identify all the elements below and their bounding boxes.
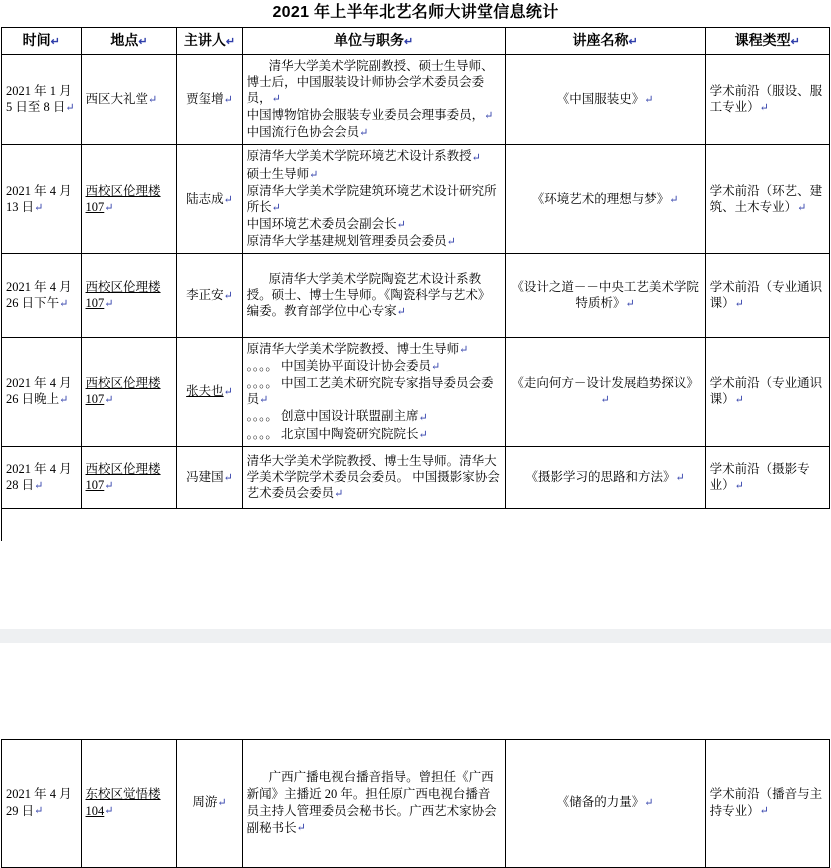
cell-speaker: 贾玺增 ↵ [177, 55, 242, 145]
cell-course-type: 学术前沿（专业通识课） ↵ [705, 254, 829, 338]
cell-time: 2021 年 4 月 29 日 ↵ [2, 739, 82, 867]
table-header-row [2, 28, 830, 55]
paragraph-mark-icon [404, 36, 413, 48]
paragraph-mark-icon [447, 236, 456, 248]
paragraph-mark-icon [760, 805, 769, 817]
column-header-lecture: 讲座名称 ↵ [505, 28, 705, 55]
column-header-speaker: 主讲人 ↵ [177, 28, 242, 55]
cell-unit: 原清华大学美术学院环境艺术设计系教授 ↵ 硕士生导师 ↵ 原清华大学美术学院建筑环境艺术设计研究所所长 ↵ 中国环境艺术委员会副会长 ↵ 原清华大学基建规划管理委员会委员 ↵ [242, 145, 505, 254]
cell-time: 2021 年 4 月 13 日 ↵ [2, 145, 82, 254]
page-break-space [0, 541, 831, 629]
cell-place: 西校区伦理楼 107 ↵ [81, 254, 177, 338]
cell-lecture: 《储备的力量》 ↵ [505, 739, 705, 867]
cell-speaker: 李正安 ↵ [177, 254, 242, 338]
cell-course-type: 学术前沿（播音与主持专业） ↵ [705, 739, 829, 867]
paragraph-mark-icon [104, 298, 113, 310]
column-header-unit: 单位与职务 ↵ [242, 28, 505, 55]
paragraph-mark-icon [644, 797, 653, 809]
paragraph-mark-icon [297, 822, 306, 834]
paragraph-mark-icon [104, 202, 113, 214]
paragraph-mark-icon [676, 472, 685, 484]
paragraph-mark-icon [272, 93, 281, 105]
cell-lecture: 《中国服装史》 ↵ [505, 55, 705, 145]
cell-place: 西校区伦理楼 107 ↵ [81, 145, 177, 254]
paragraph-mark-icon [735, 480, 744, 492]
paragraph-mark-icon [629, 36, 638, 48]
cell-time: 2021 年 4 月 26 日下午 ↵ [2, 254, 82, 338]
paragraph-mark-icon [217, 797, 226, 809]
paragraph-mark-icon [59, 298, 68, 310]
paragraph-mark-icon [224, 290, 233, 302]
paragraph-mark-icon [224, 386, 233, 398]
table-row [2, 739, 830, 867]
paragraph-mark-icon [259, 394, 268, 406]
cell-unit: 原清华大学美术学院陶瓷艺术设计系教授。硕士、博士生导师。《陶瓷科学与艺术》编委。教育部学位中心专家 ↵ [242, 254, 505, 338]
cell-unit: 原清华大学美术学院教授、博士生导师 ↵ 。。。。 中国美协平面设计协会委员 ↵ 。。。。 中国工艺美术研究院专家指导委员会委员 ↵ 。。。。 创意中国设计联盟副主席 ↵ 。。。。 北京国中陶瓷研究院院长 ↵ [242, 338, 505, 447]
paragraph-mark-icon [397, 306, 406, 318]
paragraph-mark-icon [309, 169, 318, 181]
paragraph-mark-icon [59, 394, 68, 406]
cell-place: 东校区觉悟楼 104 ↵ [81, 739, 177, 867]
paragraph-mark-icon [148, 94, 157, 106]
cell-place: 西区大礼堂 ↵ [81, 55, 177, 145]
paragraph-mark-icon [104, 394, 113, 406]
cell-lecture: 《摄影学习的思路和方法》 ↵ [505, 446, 705, 508]
cell-unit: 广西广播电视台播音指导。曾担任《广西新闻》主播近 20 年。担任原广西电视台播音员主持人管理委员会秘书长。广西艺术家协会副秘书长 ↵ [242, 739, 505, 867]
cell-course-type: 学术前沿（摄影专业） ↵ [705, 446, 829, 508]
paragraph-mark-icon [34, 480, 43, 492]
cell-speaker: 冯建国 ↵ [177, 446, 242, 508]
paragraph-mark-icon [224, 472, 233, 484]
paragraph-mark-icon [34, 805, 43, 817]
page-separator [0, 629, 831, 643]
paragraph-mark-icon [735, 298, 744, 310]
empty-line [1, 509, 12, 525]
cell-course-type: 学术前沿（环艺、建筑、土木专业） ↵ [705, 145, 829, 254]
cell-time: 2021 年 4 月 26 日晚上 ↵ [2, 338, 82, 447]
trailing-paragraph-marks [1, 509, 830, 541]
empty-line [1, 525, 12, 541]
table-row [2, 55, 830, 145]
cell-lecture: 《设计之道－－中央工艺美术学院特质析》 ↵ [505, 254, 705, 338]
cell-course-type: 学术前沿（专业通识课） ↵ [705, 338, 829, 447]
paragraph-mark-icon [51, 36, 60, 48]
paragraph-mark-icon [419, 429, 428, 441]
paragraph-mark-icon [760, 102, 769, 114]
column-header-time: 时间 ↵ [2, 28, 82, 55]
paragraph-mark-icon [34, 202, 43, 214]
paragraph-mark-icon [226, 36, 235, 48]
cell-speaker: 陆志成 ↵ [177, 145, 242, 254]
cell-speaker: 周游 ↵ [177, 739, 242, 867]
table-row [2, 446, 830, 508]
paragraph-mark-icon [272, 202, 281, 214]
page-title: 2021 年上半年北艺名师大讲堂信息统计 [272, 4, 559, 21]
lecture-table [1, 27, 830, 509]
paragraph-mark-icon [334, 488, 343, 500]
paragraph-mark-icon [359, 127, 368, 139]
cell-unit: 清华大学美术学院副教授、硕士生导师、博士后，中国服装设计师协会学术委员会委员， ↵ 中国博物馆协会服装专业委员会理事委员， ↵ 中国流行色协会会员 ↵ [242, 55, 505, 145]
lecture-table-continued [1, 739, 830, 868]
next-page-top-margin [0, 643, 831, 739]
cell-unit: 清华大学美术学院教授、博士生导师。清华大学美术学院学术委员会委员。 中国摄影家协会艺术委员会委员 ↵ [242, 446, 505, 508]
paragraph-mark-icon [797, 202, 806, 214]
paragraph-mark-icon [669, 194, 678, 206]
cell-lecture: 《环境艺术的理想与梦》 ↵ [505, 145, 705, 254]
paragraph-mark-icon [224, 194, 233, 206]
paragraph-mark-icon [431, 361, 440, 373]
paragraph-mark-icon [419, 412, 428, 424]
paragraph-mark-icon [459, 344, 468, 356]
paragraph-mark-icon [104, 480, 113, 492]
paragraph-mark-icon [138, 36, 147, 48]
cell-course-type: 学术前沿（服设、服工专业） ↵ [705, 55, 829, 145]
cell-lecture: 《走向何方－设计发展趋势探议》 ↵ [505, 338, 705, 447]
paragraph-mark-icon [791, 36, 800, 48]
table-row [2, 145, 830, 254]
column-header-place: 地点 ↵ [81, 28, 177, 55]
paragraph-mark-icon [104, 805, 113, 817]
paragraph-mark-icon [65, 102, 74, 114]
paragraph-mark-icon [472, 152, 481, 164]
paragraph-mark-icon [397, 219, 406, 231]
cell-time: 2021 年 1 月 5 日至 8 日 ↵ [2, 55, 82, 145]
cell-place: 西校区伦理楼 107 ↵ [81, 338, 177, 447]
table-row [2, 254, 830, 338]
cell-place: 西校区伦理楼 107 ↵ [81, 446, 177, 508]
paragraph-mark-icon [601, 394, 610, 406]
paragraph-mark-icon [484, 110, 493, 122]
cell-time: 2021 年 4 月 28 日 ↵ [2, 446, 82, 508]
paragraph-mark-icon [644, 94, 653, 106]
paragraph-mark-icon [626, 298, 635, 310]
cell-speaker: 张夫也 ↵ [177, 338, 242, 447]
table-row [2, 338, 830, 447]
column-header-course-type: 课程类型 ↵ [705, 28, 829, 55]
paragraph-mark-icon [735, 394, 744, 406]
paragraph-mark-icon [224, 94, 233, 106]
